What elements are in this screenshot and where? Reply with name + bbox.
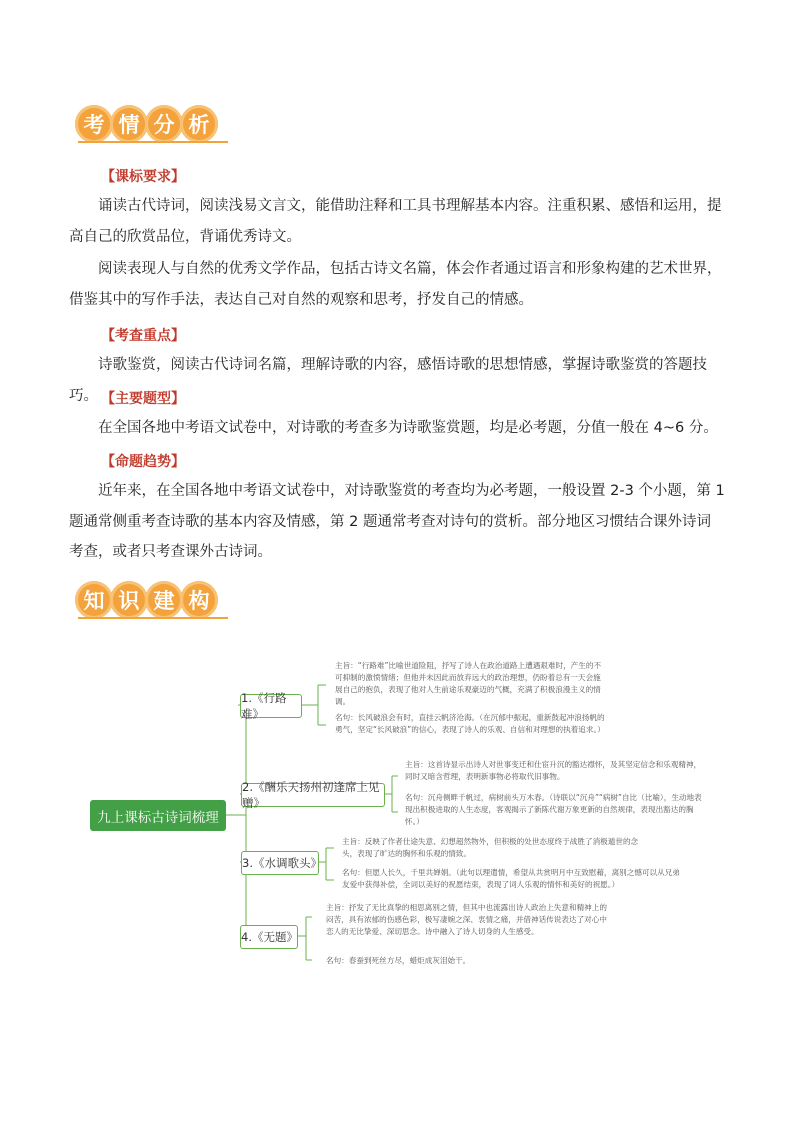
node-4-quote: 名句：春蚕到死丝方尽，蜡炬成灰泪始干。 xyxy=(326,956,471,965)
badge-char: 考 xyxy=(75,105,113,143)
mindmap-node-xinglunan: 1.《行路难》 xyxy=(240,694,302,718)
badge-char: 识 xyxy=(110,581,148,619)
badge-char: 析 xyxy=(180,105,218,143)
node-4-theme: 主旨：抒发了无比真挚的相思离别之情，但其中也流露出诗人政治上失意和精神上的闷苦，具有浓郁的伤感色彩，极写凄婉之深、衷情之痛，并借神话传说表达了对心中恋人的无比挚爱、深切思念。诗中融入了诗人切身的人生感受。 xyxy=(326,903,607,936)
node-2-quote: 名句：沉舟侧畔千帆过，病树前头万木春。（诗联以“沉舟”“病树”自比（比喻），生动地表现出积极进取的人生态度，客观揭示了新陈代谢万象更新的自然规律，表现出豁达的胸怀。） xyxy=(405,793,702,826)
node-3-quote: 名句：但愿人长久，千里共婵娟。（此句以理遣情，希望从共赏明月中互致慰藉，离别之憾可以从兄弟友爱中获得补偿，全词以美好的祝愿结束，表现了词人乐观的情怀和美好的祝愿。） xyxy=(342,868,680,889)
badge-char: 情 xyxy=(110,105,148,143)
node-1-quote: 名句：长风破浪会有时，直挂云帆济沧海。（在沉郁中振起，重新鼓起冲浪扬帆的勇气，坚定“长风破浪”的信心，表现了诗人的乐观、自信和对理想的执着追求。） xyxy=(335,713,605,734)
heading-kebiao: 【课标要求】 xyxy=(101,169,185,185)
heading-kaocha: 【考查重点】 xyxy=(101,328,185,344)
paragraph-qushi: 近年来，在全国各地中考语文试卷中，对诗歌鉴赏的考查均为必考题，一般设置 2-3 个小题，第 1 题通常侧重考查诗歌的基本内容及情感，第 2 题通常考查对诗句的赏析。部分地区习惯结合课外诗词考查，或者只考查课外古诗词。 xyxy=(69,483,725,560)
mindmap-root: 九上课标古诗词梳理 xyxy=(90,800,226,831)
mindmap-node-wuti: 4.《无题》 xyxy=(240,925,298,949)
mindmap-node-chouletian: 2.《酬乐天扬州初逢席上见赠》 xyxy=(241,783,385,807)
badge-char: 建 xyxy=(145,581,183,619)
heading-qushi: 【命题趋势】 xyxy=(101,454,185,470)
node-3-theme: 主旨：反映了作者仕途失意、幻想超然物外，但积极的处世态度终于战胜了消极遁世的念头，表现了旷达的胸怀和乐观的情致。 xyxy=(342,837,639,858)
node-2-theme: 主旨：这首诗显示出诗人对世事变迁和仕宦升沉的豁达襟怀，及其坚定信念和乐观精神，同时又暗含哲理，表明新事物必将取代旧事物。 xyxy=(405,760,702,781)
paragraph-kaocha: 诗歌鉴赏，阅读古代诗词名篇，理解诗歌的内容，感悟诗歌的思想情感，掌握诗歌鉴赏的答题技巧。 xyxy=(69,357,707,404)
mindmap-node-shuidiaogetou: 3.《水调歌头》 xyxy=(241,851,319,875)
badge-char: 知 xyxy=(75,581,113,619)
heading-tixing: 【主要题型】 xyxy=(101,391,185,407)
paragraph-kebiao-2: 阅读表现人与自然的优秀文学作品，包括古诗文名篇，体会作者通过语言和形象构建的艺术世界，借鉴其中的写作手法，表达自己对自然的观察和思考，抒发自己的情感。 xyxy=(69,261,722,308)
badge-char: 构 xyxy=(180,581,218,619)
node-1-theme: 主旨：“行路难”比喻世道险阻，抒写了诗人在政治道路上遭遇艰难时，产生的不可抑制的激愤情绪；但他并未因此而放弃远大的政治理想，仍盼着总有一天会施展自己的抱负，表现了他对人生前途乐观豪迈的气概，充满了积极浪漫主义的情调。 xyxy=(335,661,602,706)
paragraph-tixing: 在全国各地中考语文试卷中，对诗歌的考查多为诗歌鉴赏题，均是必考题，分值一般在 4~6 分。 xyxy=(98,420,718,436)
badge-char: 分 xyxy=(145,105,183,143)
paragraph-kebiao-1: 诵读古代诗词，阅读浅易文言文，能借助注释和工具书理解基本内容。注重积累、感悟和运用，提高自己的欣赏品位，背诵优秀诗文。 xyxy=(69,198,722,245)
